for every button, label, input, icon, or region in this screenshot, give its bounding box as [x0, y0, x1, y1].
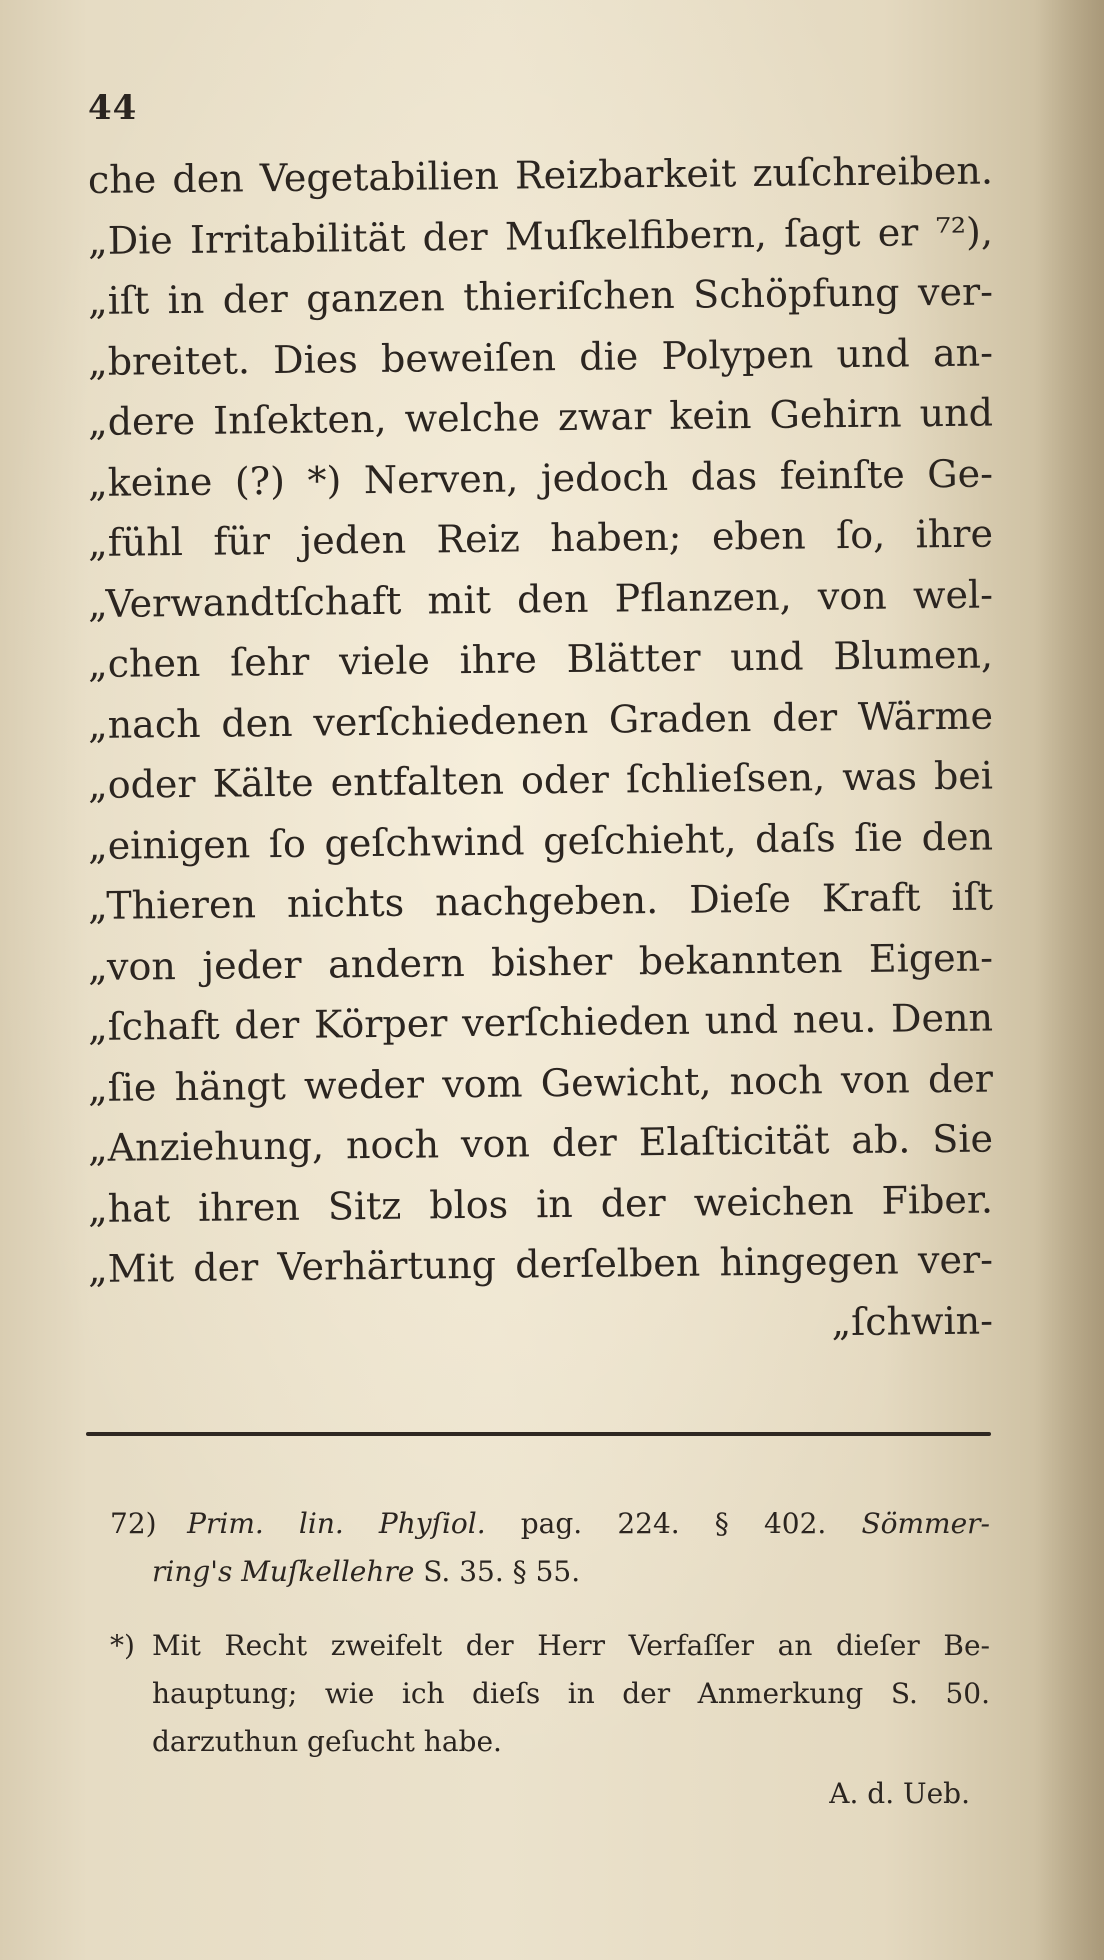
footnote-star-text-1: Mit Recht zweifelt der Herr Verfaſſer an dieſer Be-	[152, 1629, 990, 1662]
body-text	[88, 150, 993, 1360]
body-line: „nach den verſchiedenen Graden der Wärme	[87, 693, 994, 747]
body-line: „keine (?) *) Nerven, jedoch das feinſte Ge-	[87, 451, 994, 505]
footnote-gap	[110, 1596, 990, 1622]
footnote-star-mark: *)	[110, 1629, 135, 1662]
body-line: „ſie hängt weder vom Gewicht, noch von der	[87, 1056, 994, 1110]
footnote-72-line-1	[110, 1500, 990, 1548]
body-line: „Verwandtſchaft mit den Pflanzen, von wel-	[87, 572, 994, 626]
footnote-72-ref-work: ring's Muſkellehre	[152, 1555, 415, 1588]
body-line: che den Vegetabilien Reizbarkeit zuſchreiben.	[87, 148, 994, 202]
body-line: „fühl für jeden Reiz haben; eben ſo, ihre	[87, 511, 994, 565]
body-line: „breitet. Dies beweiſen die Polypen und an-	[87, 330, 994, 384]
body-line: „ſchaft der Körper verſchieden und neu. Denn	[87, 995, 994, 1049]
body-line: „iſt in der ganzen thieriſchen Schöpfung ver-	[87, 269, 994, 323]
footnote-72-line-2	[110, 1548, 990, 1596]
body-line: „Thieren nichts nachgeben. Dieſe Kraft iſt	[87, 874, 994, 928]
footnote-star-line-1	[110, 1622, 990, 1670]
body-line: „von jeder andern bisher bekannten Eigen-	[87, 935, 994, 989]
footnote-72-ref-author: Sömmer-	[861, 1507, 990, 1540]
body-line: „einigen ſo geſchwind geſchieht, daſs ſie den	[87, 814, 994, 868]
footnote-72-ref-page: pag. 224. § 402.	[520, 1507, 827, 1540]
footnote-72-mark: 72)	[110, 1507, 157, 1540]
body-line: „Die Irritabilität der Muſkelfibern, ſagt er ⁷²),	[87, 209, 994, 263]
body-line: „hat ihren Sitz blos in der weichen Fiber.	[87, 1177, 994, 1231]
footnote-star-line-3: darzuthun geſucht habe.	[152, 1725, 502, 1758]
footnotes	[110, 1500, 990, 1818]
footnote-72-ref-title: Prim. lin. Phyſiol.	[187, 1507, 486, 1540]
body-line: „dere Inſekten, welche zwar kein Gehirn und	[87, 390, 994, 444]
footnote-star-line-2: hauptung; wie ich dieſs in der Anmerkung S. 50.	[152, 1677, 990, 1710]
page-edge-shadow	[1034, 0, 1104, 1960]
catchword: „ſchwin-	[831, 1298, 994, 1344]
body-line: „Mit der Verhärtung derſelben hingegen ver-	[87, 1237, 994, 1291]
translator-signature: A. d. Ueb.	[829, 1777, 970, 1810]
footnote-separator-rule	[86, 1432, 991, 1436]
page-number: 44	[88, 88, 138, 128]
body-line: „Anziehung, noch von der Elaſticität ab. Sie	[87, 1116, 994, 1170]
footnote-72-ref-section: S. 35. § 55.	[423, 1555, 581, 1588]
body-line: „chen ſehr viele ihre Blätter und Blumen,	[87, 632, 994, 686]
body-line: „oder Kälte entfalten oder ſchlieſsen, was bei	[87, 753, 994, 807]
